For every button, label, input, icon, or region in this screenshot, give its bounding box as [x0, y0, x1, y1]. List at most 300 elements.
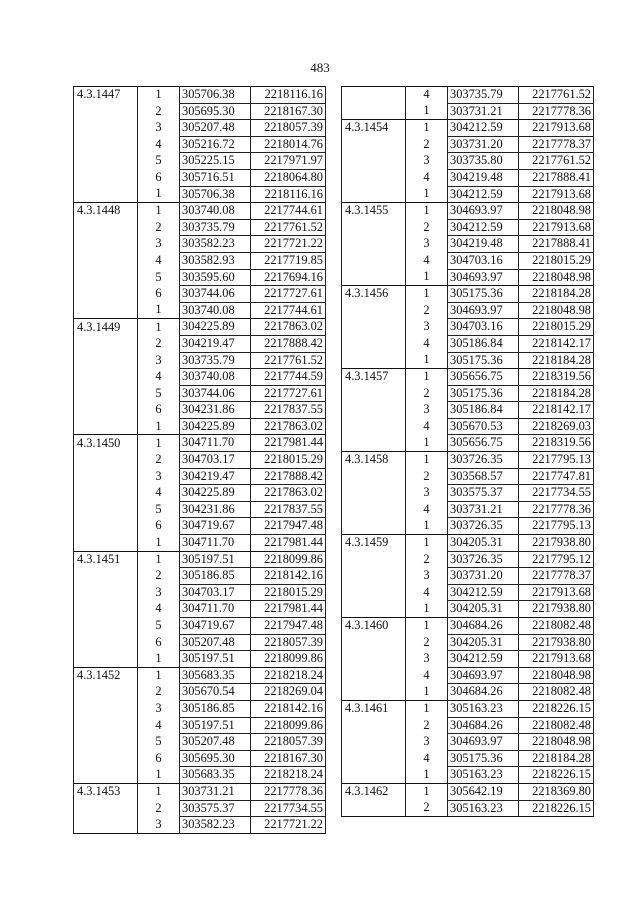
- point-number: 1: [406, 518, 448, 535]
- parcel-id: [342, 236, 406, 253]
- table-row: [342, 767, 594, 784]
- y-coordinate: 2217795.13: [519, 518, 594, 535]
- y-coordinate: 2218218.24: [251, 767, 326, 784]
- parcel-id: [74, 302, 138, 319]
- y-coordinate: 2217938.80: [519, 601, 594, 618]
- x-coordinate: 305216.72: [180, 136, 251, 153]
- point-number: 4: [406, 667, 448, 684]
- table-row: [74, 800, 326, 817]
- y-coordinate: 2217778.37: [519, 136, 594, 153]
- x-coordinate: 303726.35: [448, 551, 519, 568]
- y-coordinate: 2217761.52: [251, 219, 326, 236]
- parcel-id: [342, 634, 406, 651]
- parcel-id: [342, 153, 406, 170]
- table-row: [342, 501, 594, 518]
- point-number: 1: [406, 369, 448, 386]
- x-coordinate: 304225.89: [180, 485, 251, 502]
- table-row: [342, 435, 594, 452]
- x-coordinate: 304711.70: [180, 601, 251, 618]
- y-coordinate: 2218319.56: [519, 435, 594, 452]
- y-coordinate: 2217863.02: [251, 418, 326, 435]
- point-number: 5: [138, 269, 180, 286]
- parcel-id: [74, 269, 138, 286]
- table-row: [74, 335, 326, 352]
- table-row: [74, 452, 326, 469]
- y-coordinate: 2218226.15: [519, 700, 594, 717]
- parcel-id: [74, 717, 138, 734]
- point-number: 1: [138, 651, 180, 668]
- parcel-id: 4.3.1449: [74, 319, 138, 336]
- x-coordinate: 304719.67: [180, 618, 251, 635]
- point-number: 1: [406, 783, 448, 800]
- parcel-id: [342, 169, 406, 186]
- table-row: [74, 236, 326, 253]
- y-coordinate: 2218319.56: [519, 369, 594, 386]
- x-coordinate: 305656.75: [448, 369, 519, 386]
- x-coordinate: 305706.38: [180, 186, 251, 203]
- parcel-id: 4.3.1460: [342, 618, 406, 635]
- x-coordinate: 304693.97: [448, 734, 519, 751]
- x-coordinate: 304219.47: [180, 468, 251, 485]
- table-row: [342, 651, 594, 668]
- y-coordinate: 2217837.55: [251, 501, 326, 518]
- parcel-id: [342, 103, 406, 120]
- parcel-id: 4.3.1454: [342, 120, 406, 137]
- table-row: [342, 452, 594, 469]
- x-coordinate: 303735.79: [448, 87, 519, 104]
- y-coordinate: 2218057.39: [251, 634, 326, 651]
- point-number: 6: [138, 634, 180, 651]
- table-row: [74, 817, 326, 834]
- point-number: 3: [138, 352, 180, 369]
- point-number: 1: [406, 535, 448, 552]
- table-row: [74, 684, 326, 701]
- point-number: 1: [406, 435, 448, 452]
- table-row: [74, 601, 326, 618]
- x-coordinate: 304212.59: [448, 584, 519, 601]
- y-coordinate: 2217721.22: [251, 236, 326, 253]
- x-coordinate: 305175.36: [448, 385, 519, 402]
- parcel-id: [342, 418, 406, 435]
- parcel-id: [74, 252, 138, 269]
- point-number: 5: [138, 501, 180, 518]
- y-coordinate: 2218099.86: [251, 651, 326, 668]
- point-number: 2: [406, 551, 448, 568]
- table-row: [74, 468, 326, 485]
- x-coordinate: 303568.57: [448, 468, 519, 485]
- parcel-id: 4.3.1458: [342, 452, 406, 469]
- point-number: 1: [406, 269, 448, 286]
- x-coordinate: 304693.97: [448, 302, 519, 319]
- parcel-id: [342, 601, 406, 618]
- point-number: 3: [138, 700, 180, 717]
- x-coordinate: 305197.51: [180, 651, 251, 668]
- parcel-id: [74, 452, 138, 469]
- point-number: 4: [406, 335, 448, 352]
- table-row: [342, 286, 594, 303]
- point-number: 3: [138, 468, 180, 485]
- x-coordinate: 303731.21: [448, 103, 519, 120]
- point-number: 1: [138, 667, 180, 684]
- y-coordinate: 2217778.36: [251, 783, 326, 800]
- y-coordinate: 2217727.61: [251, 385, 326, 402]
- x-coordinate: 305670.53: [448, 418, 519, 435]
- table-row: [342, 535, 594, 552]
- table-row: [74, 717, 326, 734]
- table-row: [342, 700, 594, 717]
- table-row: [342, 618, 594, 635]
- point-number: 1: [138, 203, 180, 220]
- table-row: [74, 319, 326, 336]
- y-coordinate: 2218082.48: [519, 618, 594, 635]
- y-coordinate: 2217744.59: [251, 369, 326, 386]
- table-row: [342, 717, 594, 734]
- table-row: [74, 286, 326, 303]
- parcel-id: [74, 153, 138, 170]
- table-row: [342, 601, 594, 618]
- point-number: 1: [406, 103, 448, 120]
- x-coordinate: 303731.21: [180, 783, 251, 800]
- point-number: 1: [406, 700, 448, 717]
- table-row: [74, 651, 326, 668]
- point-number: 4: [138, 252, 180, 269]
- x-coordinate: 304219.48: [448, 169, 519, 186]
- table-row: [74, 136, 326, 153]
- point-number: 3: [406, 734, 448, 751]
- parcel-id: [342, 518, 406, 535]
- y-coordinate: 2218057.39: [251, 120, 326, 137]
- parcel-id: [74, 800, 138, 817]
- coordinates-table-left: [73, 86, 326, 834]
- y-coordinate: 2217734.55: [519, 485, 594, 502]
- x-coordinate: 303740.08: [180, 302, 251, 319]
- point-number: 1: [406, 767, 448, 784]
- point-number: 2: [406, 468, 448, 485]
- y-coordinate: 2217888.42: [251, 468, 326, 485]
- x-coordinate: 304693.97: [448, 667, 519, 684]
- x-coordinate: 304711.70: [180, 535, 251, 552]
- point-number: 6: [138, 518, 180, 535]
- point-number: 4: [138, 717, 180, 734]
- y-coordinate: 2218142.17: [519, 335, 594, 352]
- point-number: 4: [406, 501, 448, 518]
- table-row: [74, 153, 326, 170]
- x-coordinate: 304205.31: [448, 535, 519, 552]
- y-coordinate: 2218142.16: [251, 700, 326, 717]
- table-row: [342, 269, 594, 286]
- y-coordinate: 2218048.98: [519, 734, 594, 751]
- point-number: 2: [406, 219, 448, 236]
- parcel-id: [342, 767, 406, 784]
- parcel-id: [342, 435, 406, 452]
- parcel-id: [342, 684, 406, 701]
- point-number: 2: [138, 219, 180, 236]
- x-coordinate: 304212.59: [448, 186, 519, 203]
- parcel-id: [342, 352, 406, 369]
- table-row: [74, 369, 326, 386]
- y-coordinate: 2218184.28: [519, 750, 594, 767]
- x-coordinate: 304231.86: [180, 501, 251, 518]
- table-row: [342, 136, 594, 153]
- point-number: 3: [406, 651, 448, 668]
- table-row: [74, 169, 326, 186]
- parcel-id: 4.3.1448: [74, 203, 138, 220]
- x-coordinate: 304231.86: [180, 402, 251, 419]
- y-coordinate: 2218082.48: [519, 684, 594, 701]
- x-coordinate: 304703.17: [180, 452, 251, 469]
- y-coordinate: 2218184.28: [519, 286, 594, 303]
- parcel-id: [74, 418, 138, 435]
- x-coordinate: 303582.93: [180, 252, 251, 269]
- y-coordinate: 2217913.68: [519, 584, 594, 601]
- y-coordinate: 2218048.98: [519, 203, 594, 220]
- table-row: [342, 734, 594, 751]
- parcel-id: [74, 535, 138, 552]
- table-row: [342, 302, 594, 319]
- parcel-id: [74, 684, 138, 701]
- parcel-id: [342, 219, 406, 236]
- y-coordinate: 2218064.80: [251, 169, 326, 186]
- parcel-id: 4.3.1450: [74, 435, 138, 452]
- parcel-id: [342, 269, 406, 286]
- parcel-id: [74, 352, 138, 369]
- table-row: [342, 684, 594, 701]
- x-coordinate: 305186.84: [448, 335, 519, 352]
- y-coordinate: 2218099.86: [251, 717, 326, 734]
- y-coordinate: 2218057.39: [251, 734, 326, 751]
- table-row: [74, 767, 326, 784]
- x-coordinate: 305197.51: [180, 551, 251, 568]
- y-coordinate: 2218142.17: [519, 402, 594, 419]
- y-coordinate: 2218099.86: [251, 551, 326, 568]
- point-number: 2: [406, 800, 448, 817]
- table-row: [74, 219, 326, 236]
- y-coordinate: 2217971.97: [251, 153, 326, 170]
- y-coordinate: 2217795.12: [519, 551, 594, 568]
- point-number: 3: [138, 236, 180, 253]
- point-number: 3: [406, 485, 448, 502]
- x-coordinate: 303740.08: [180, 203, 251, 220]
- x-coordinate: 305706.38: [180, 87, 251, 104]
- page-number: 483: [310, 60, 330, 75]
- x-coordinate: 304219.47: [180, 335, 251, 352]
- x-coordinate: 305186.84: [448, 402, 519, 419]
- y-coordinate: 2218184.28: [519, 352, 594, 369]
- table-row: [74, 518, 326, 535]
- point-number: 2: [406, 717, 448, 734]
- y-coordinate: 2218369.80: [519, 783, 594, 800]
- y-coordinate: 2218218.24: [251, 667, 326, 684]
- table-row: [74, 783, 326, 800]
- y-coordinate: 2217938.80: [519, 634, 594, 651]
- parcel-id: [74, 518, 138, 535]
- parcel-id: [74, 734, 138, 751]
- y-coordinate: 2217727.61: [251, 286, 326, 303]
- table-row: [342, 750, 594, 767]
- x-coordinate: 305197.51: [180, 717, 251, 734]
- parcel-id: 4.3.1455: [342, 203, 406, 220]
- point-number: 3: [406, 153, 448, 170]
- y-coordinate: 2217938.80: [519, 535, 594, 552]
- table-row: [74, 435, 326, 452]
- x-coordinate: 304225.89: [180, 418, 251, 435]
- table-row: [74, 667, 326, 684]
- table-row: [342, 186, 594, 203]
- y-coordinate: 2218226.15: [519, 800, 594, 817]
- point-number: 3: [406, 568, 448, 585]
- y-coordinate: 2217863.02: [251, 319, 326, 336]
- parcel-id: [74, 767, 138, 784]
- y-coordinate: 2218167.30: [251, 103, 326, 120]
- point-number: 1: [138, 87, 180, 104]
- parcel-id: [74, 236, 138, 253]
- x-coordinate: 305716.51: [180, 169, 251, 186]
- point-number: 3: [138, 817, 180, 834]
- x-coordinate: 303575.37: [180, 800, 251, 817]
- x-coordinate: 304711.70: [180, 435, 251, 452]
- point-number: 4: [406, 252, 448, 269]
- point-number: 1: [138, 551, 180, 568]
- table-row: [74, 551, 326, 568]
- point-number: 6: [138, 169, 180, 186]
- x-coordinate: 303726.35: [448, 518, 519, 535]
- parcel-id: [342, 800, 406, 817]
- table-row: [342, 551, 594, 568]
- table-row: [342, 369, 594, 386]
- x-coordinate: 303744.06: [180, 286, 251, 303]
- parcel-id: 4.3.1447: [74, 87, 138, 104]
- x-coordinate: 305695.30: [180, 103, 251, 120]
- point-number: 1: [138, 535, 180, 552]
- parcel-id: [74, 584, 138, 601]
- parcel-id: [74, 369, 138, 386]
- x-coordinate: 303740.08: [180, 369, 251, 386]
- y-coordinate: 2217744.61: [251, 203, 326, 220]
- point-number: 4: [138, 136, 180, 153]
- point-number: 1: [406, 452, 448, 469]
- x-coordinate: 305163.23: [448, 800, 519, 817]
- y-coordinate: 2218048.98: [519, 667, 594, 684]
- x-coordinate: 304703.17: [180, 584, 251, 601]
- x-coordinate: 305175.36: [448, 750, 519, 767]
- x-coordinate: 303582.23: [180, 817, 251, 834]
- point-number: 3: [406, 236, 448, 253]
- x-coordinate: 304225.89: [180, 319, 251, 336]
- table-row: [74, 568, 326, 585]
- table-row: [74, 402, 326, 419]
- table-row: [74, 203, 326, 220]
- parcel-id: 4.3.1452: [74, 667, 138, 684]
- point-number: 6: [138, 402, 180, 419]
- y-coordinate: 2217778.36: [519, 103, 594, 120]
- point-number: 3: [406, 402, 448, 419]
- table-row: [342, 568, 594, 585]
- point-number: 1: [406, 684, 448, 701]
- point-number: 5: [138, 618, 180, 635]
- point-number: 1: [406, 186, 448, 203]
- parcel-id: [342, 734, 406, 751]
- x-coordinate: 305175.36: [448, 352, 519, 369]
- parcel-id: [342, 468, 406, 485]
- y-coordinate: 2218116.16: [251, 87, 326, 104]
- parcel-id: [74, 186, 138, 203]
- x-coordinate: 304719.67: [180, 518, 251, 535]
- table-row: [342, 236, 594, 253]
- y-coordinate: 2217795.13: [519, 452, 594, 469]
- point-number: 4: [138, 485, 180, 502]
- point-number: 1: [406, 286, 448, 303]
- table-row: [74, 252, 326, 269]
- x-coordinate: 305175.36: [448, 286, 519, 303]
- table-row: [342, 352, 594, 369]
- table-row: [74, 269, 326, 286]
- y-coordinate: 2217744.61: [251, 302, 326, 319]
- parcel-id: [342, 568, 406, 585]
- table-row: [74, 535, 326, 552]
- x-coordinate: 304693.97: [448, 203, 519, 220]
- point-number: 4: [406, 584, 448, 601]
- x-coordinate: 304212.59: [448, 120, 519, 137]
- y-coordinate: 2217981.44: [251, 601, 326, 618]
- y-coordinate: 2217778.36: [519, 501, 594, 518]
- point-number: 4: [406, 750, 448, 767]
- y-coordinate: 2217913.68: [519, 120, 594, 137]
- y-coordinate: 2218048.98: [519, 302, 594, 319]
- parcel-id: [74, 103, 138, 120]
- table-row: [342, 584, 594, 601]
- point-number: 1: [138, 418, 180, 435]
- point-number: 5: [138, 734, 180, 751]
- table-row: [74, 734, 326, 751]
- table-row: [342, 103, 594, 120]
- y-coordinate: 2217981.44: [251, 435, 326, 452]
- x-coordinate: 304703.16: [448, 252, 519, 269]
- x-coordinate: 305683.35: [180, 667, 251, 684]
- table-row: [74, 485, 326, 502]
- x-coordinate: 303735.79: [180, 219, 251, 236]
- x-coordinate: 304703.16: [448, 319, 519, 336]
- point-number: 1: [406, 352, 448, 369]
- table-row: [342, 319, 594, 336]
- y-coordinate: 2218269.03: [519, 418, 594, 435]
- parcel-id: [74, 601, 138, 618]
- parcel-id: [74, 335, 138, 352]
- y-coordinate: 2217947.48: [251, 518, 326, 535]
- point-number: 2: [138, 684, 180, 701]
- point-number: 1: [406, 601, 448, 618]
- parcel-id: [342, 501, 406, 518]
- table-row: [74, 385, 326, 402]
- parcel-id: [74, 468, 138, 485]
- parcel-id: [342, 551, 406, 568]
- table-row: [74, 103, 326, 120]
- point-number: 1: [406, 618, 448, 635]
- parcel-id: [342, 385, 406, 402]
- table-row: [74, 302, 326, 319]
- y-coordinate: 2217734.55: [251, 800, 326, 817]
- x-coordinate: 304212.59: [448, 219, 519, 236]
- x-coordinate: 305207.48: [180, 734, 251, 751]
- point-number: 2: [406, 302, 448, 319]
- point-number: 6: [138, 750, 180, 767]
- table-row: [74, 634, 326, 651]
- point-number: 4: [406, 169, 448, 186]
- table-row: [342, 87, 594, 104]
- parcel-id: 4.3.1462: [342, 783, 406, 800]
- y-coordinate: 2217913.68: [519, 651, 594, 668]
- x-coordinate: 304205.31: [448, 634, 519, 651]
- y-coordinate: 2217863.02: [251, 485, 326, 502]
